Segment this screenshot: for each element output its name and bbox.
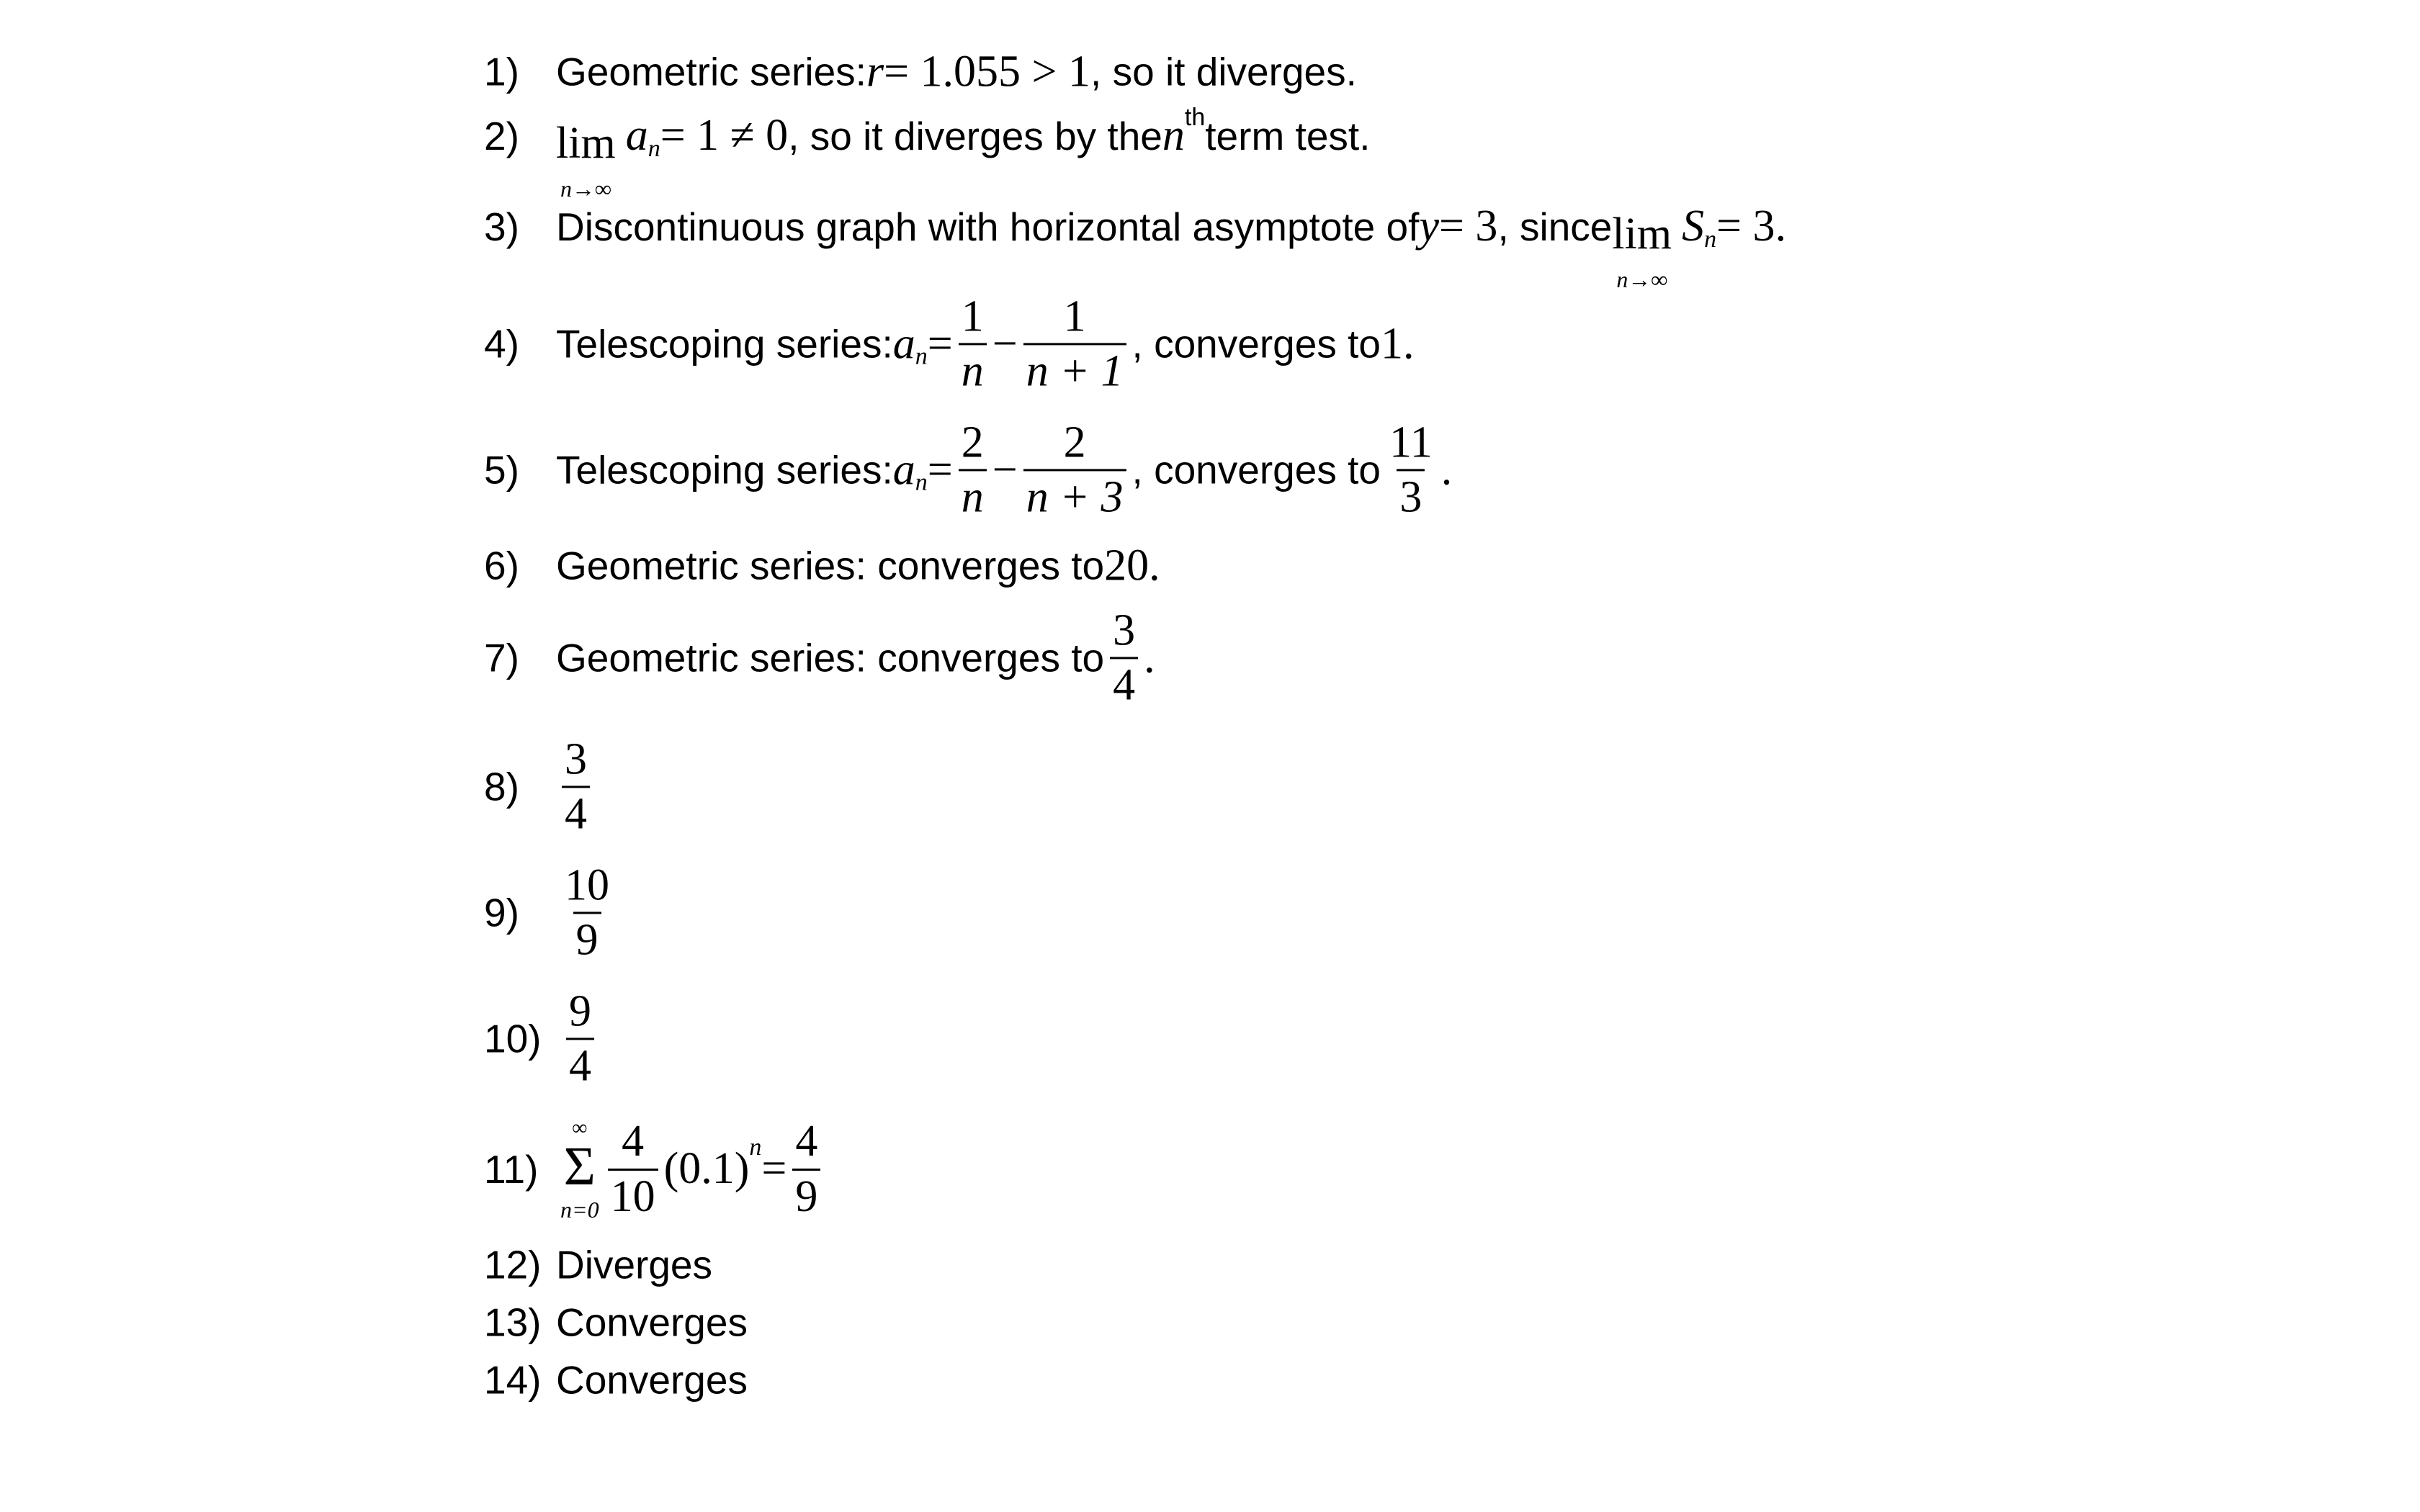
exponent: n [749, 1133, 762, 1161]
answer-text: Telescoping series: [556, 447, 893, 492]
numerator: 11 [1389, 418, 1433, 467]
numerator: 2 [961, 418, 984, 467]
denominator: 3 [1397, 469, 1425, 521]
denominator: 4 [566, 1038, 594, 1090]
period: . [1440, 445, 1453, 495]
sigma-sign: Σ [563, 1136, 596, 1197]
fraction [959, 419, 987, 521]
fraction [1023, 419, 1126, 521]
fraction [1023, 293, 1126, 395]
denominator: n + 1 [1023, 343, 1126, 395]
answer-text: Telescoping series: [556, 321, 893, 366]
answer-text: , so it diverges by the [788, 113, 1162, 158]
fraction [566, 988, 594, 1089]
numerator: 4 [622, 1117, 645, 1166]
limit-subscript: n→∞ [560, 176, 611, 202]
denominator: 9 [573, 912, 601, 964]
limit-word: lim [1612, 210, 1672, 258]
answer-text: Converges [556, 1300, 748, 1345]
answer-text: Geometric series: converges to [556, 543, 1105, 588]
answer-number: 10) [484, 1016, 542, 1061]
numerator: 10 [565, 860, 609, 910]
answer-number: 4) [484, 321, 519, 366]
fraction [792, 1118, 820, 1220]
period: . [1403, 319, 1415, 369]
answer-text: Geometric series: converges to [556, 635, 1105, 680]
superscript: th [1184, 103, 1206, 131]
answer-number: 13) [484, 1300, 542, 1345]
numerator: 1 [961, 292, 984, 341]
equals-sign: = [927, 445, 953, 495]
math-variable: a [625, 111, 648, 161]
minus-sign: − [992, 319, 1018, 369]
result-value: 20 [1104, 541, 1150, 590]
answer-number: 2) [484, 113, 519, 158]
answer-number: 5) [484, 447, 519, 492]
math-expression: (0.1) [663, 1144, 750, 1194]
answer-number: 14) [484, 1357, 542, 1403]
denominator: n [959, 343, 987, 395]
sum-upper-limit: ∞ [572, 1116, 588, 1140]
answer-text: , since [1497, 204, 1613, 249]
summation [560, 1117, 599, 1221]
math-expression: = 1 ≠ 0 [660, 111, 789, 161]
math-variable: y [1419, 202, 1439, 251]
minus-sign: − [992, 445, 1018, 495]
answer-text: Diverges [556, 1242, 713, 1287]
fraction [959, 293, 987, 395]
result-value: 1 [1381, 319, 1403, 369]
answer-number: 3) [484, 204, 519, 249]
answer-number: 12) [484, 1242, 542, 1287]
answer-number: 8) [484, 764, 519, 809]
answer-text: Geometric series: [556, 49, 866, 94]
answer-text: Converges [556, 1357, 748, 1403]
math-variable: a [892, 445, 915, 495]
math-expression: = 3 [1716, 202, 1775, 251]
answer-number: 7) [484, 635, 519, 680]
subscript: n [1704, 225, 1717, 253]
denominator: 4 [1110, 657, 1138, 709]
math-variable: S [1682, 202, 1705, 251]
limit-word: lim [556, 119, 616, 168]
equals-sign: = [761, 1144, 787, 1194]
equals-sign: = [927, 319, 953, 369]
answer-number: 9) [484, 890, 519, 935]
numerator: 1 [1063, 292, 1086, 341]
math-variable: n [1162, 111, 1185, 161]
math-variable: a [892, 319, 915, 369]
fraction [562, 736, 590, 837]
numerator: 3 [1113, 606, 1136, 655]
denominator: n [959, 469, 987, 521]
math-expression: = 3 [1438, 202, 1498, 251]
numerator: 9 [569, 986, 591, 1036]
math-expression: = 1.055 > 1 [884, 47, 1091, 96]
answer-number: 1) [484, 49, 519, 94]
fraction [1386, 419, 1435, 521]
fraction [608, 1118, 658, 1220]
limit-subscript: n→∞ [1616, 266, 1668, 292]
fraction [1110, 607, 1138, 708]
numerator: 2 [1063, 418, 1086, 467]
denominator: 10 [608, 1169, 658, 1220]
denominator: n + 3 [1023, 469, 1126, 521]
numerator: 3 [565, 734, 587, 784]
answer-number: 6) [484, 543, 519, 588]
answer-text: term test. [1205, 113, 1371, 158]
limit-operator [1612, 212, 1672, 291]
period: . [1775, 202, 1787, 251]
numerator: 4 [795, 1117, 818, 1166]
math-variable: r [866, 47, 884, 96]
subscript: n [647, 135, 660, 162]
answer-text: , converges to [1131, 447, 1381, 492]
subscript: n [915, 469, 928, 496]
sum-lower-limit: n=0 [560, 1197, 599, 1223]
answer-text: , converges to [1131, 321, 1381, 366]
answer-number: 11) [484, 1146, 539, 1192]
period: . [1149, 541, 1160, 590]
answer-text: Discontinuous graph with horizontal asymptote of [556, 204, 1420, 249]
subscript: n [915, 343, 928, 370]
denominator: 4 [562, 786, 590, 838]
fraction [562, 862, 612, 963]
period: . [1144, 633, 1155, 683]
denominator: 9 [792, 1169, 820, 1220]
answer-text: , so it diverges. [1090, 49, 1357, 94]
